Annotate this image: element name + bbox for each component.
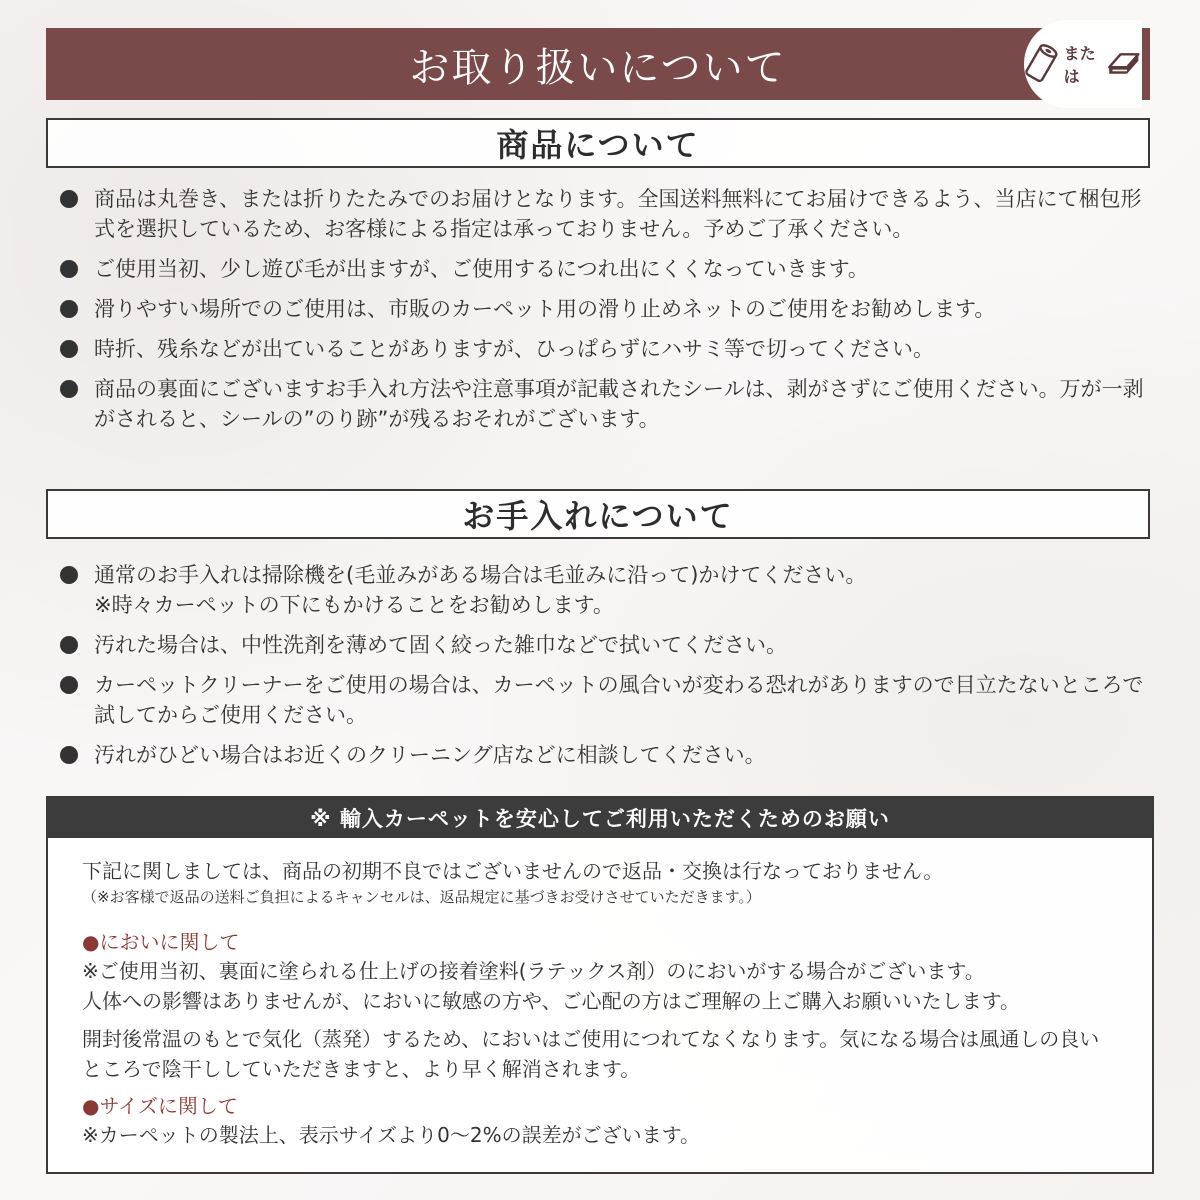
bullet-icon [60,340,78,358]
smell-line-2: 人体への影響はありませんが、においに敏感の方や、ご心配の方はご理解の上ご購入お願いいたします。 [82,989,1020,1013]
rolled-carpet-icon [1024,38,1060,90]
bullet-icon [60,676,78,694]
bullet-icon [60,566,78,584]
list-item: カーペットクリーナーをご使用の場合は、カーペットの風合いが変わる恐れがありますので目立たないところで試してからご使用ください。 [58,670,1148,730]
page-title: お取り扱いについて [409,44,787,91]
product-info-list [58,184,1148,444]
smell-line-3: 開封後常温のもとで気化（蒸発）するため、においはご使用につれてなくなります。気になる場合は風通しの良いところで陰干ししていただきますと、より早く解消されます。 [82,1027,1100,1081]
care-section-header [46,489,1150,539]
product-section-header [46,118,1150,168]
notice-box [46,796,1154,1174]
size-line-1: ※カーペットの製法上、表示サイズより0〜2%の誤差がございます。 [82,1123,701,1147]
list-item: 商品の裏面にございますお手入れ方法や注意事項が記載されたシールは、剥がさずにご使用ください。万が一剥がされると、シールの”のり跡”が残るおそれがございます。 [58,374,1148,434]
list-item: 汚れがひどい場合はお近くのクリーニング店などに相談してください。 [58,740,1148,770]
list-item: 商品は丸巻き、または折りたたみでのお届けとなります。全国送料無料にてお届けできるよう、当店にて梱包形式を選択しているため、お客様による指定は承っておりません。予めご了承ください。 [58,184,1148,244]
list-item: 滑りやすい場所でのご使用は、市販のカーペット用の滑り止めネットのご使用をお勧めします。 [58,294,1148,324]
packaging-badge [1024,20,1142,108]
badge-text: または [1063,44,1096,86]
bullet-icon [60,746,78,764]
product-section-title: 商品について [496,126,700,164]
bullet-icon [60,190,78,208]
bullet-icon [60,380,78,398]
list-item: 汚れた場合は、中性洗剤を薄めて固く絞った雑巾などで拭いてください。 [58,630,1148,660]
title-banner [46,28,1150,100]
list-item: ご使用当初、少し遊び毛が出ますが、ご使用するにつれ出にくくなっていきます。 [58,254,1148,284]
notice-intro-note: （※お客様で返品の送料ご負担によるキャンセルは、返品規定に基づきお受けさせていただきます。） [82,888,761,906]
smell-line-1: ※ご使用当初、裏面に塗られる仕上げの接着塗料(ラテックス剤）のにおいがする場合がございます。 [82,959,985,983]
folded-carpet-icon [1106,44,1142,84]
bullet-icon [60,636,78,654]
care-info-list [58,560,1148,780]
bullet-icon [60,300,78,318]
list-item: 通常のお手入れは掃除機を(毛並みがある場合は毛並みに沿って)かけてください。 ※時々カーペットの下にもかけることをお勧めします。 [58,560,1148,620]
care-section-title: お手入れについて [462,497,734,535]
notice-intro: 下記に関しましては、商品の初期不良ではございませんので返品・交換は行なっておりません。 [82,859,944,883]
smell-heading: ●においに関して [82,930,240,954]
bullet-icon [60,260,78,278]
list-item: 時折、残糸などが出ていることがありますが、ひっぱらずにハサミ等で切ってください。 [58,334,1148,364]
size-heading: ●サイズに関して [82,1094,238,1118]
notice-body [48,838,1152,1168]
notice-title: ※ 輸入カーペットを安心してご利用いただくためのお願い [48,798,1152,838]
